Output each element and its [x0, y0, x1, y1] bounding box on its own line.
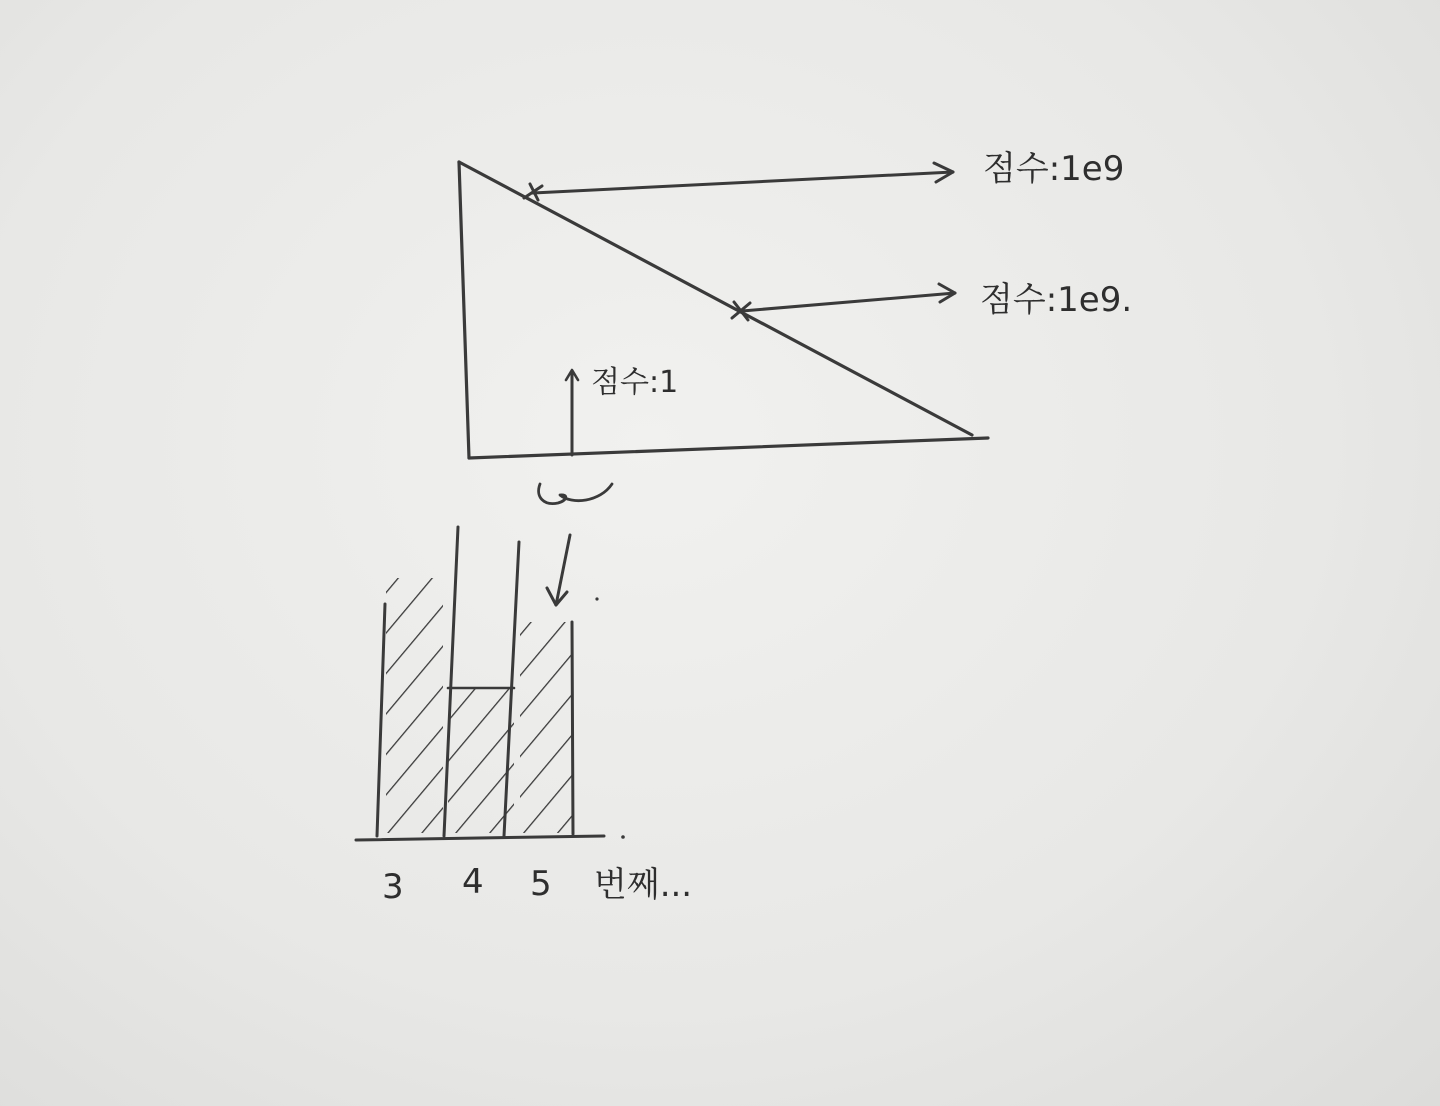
baseline-dot — [621, 835, 625, 839]
triangle — [459, 162, 988, 458]
column-line-4 — [572, 622, 573, 834]
arrow-top — [524, 163, 953, 200]
arrow-mid-line — [742, 293, 955, 311]
label-score-mid: 점수:1e9. — [980, 280, 1133, 320]
arrow-mid — [732, 284, 955, 320]
bar-index-5: 5 — [530, 864, 552, 904]
arrow-up-small — [566, 370, 578, 455]
stray-dot — [595, 597, 598, 600]
bar-5-fill — [520, 622, 572, 833]
bar-columns — [356, 527, 625, 840]
column-line-1 — [377, 604, 385, 836]
bar-index-4: 4 — [462, 862, 484, 902]
bar-3-fill — [386, 578, 443, 833]
arrow-top-line — [533, 172, 953, 193]
triangle-left-edge — [459, 162, 469, 458]
bar-index-3: 3 — [382, 867, 404, 907]
squiggle-mark — [539, 484, 612, 504]
squiggle-arrow — [539, 484, 612, 605]
triangle-base — [469, 438, 988, 458]
bar-index-suffix: 번째... — [594, 865, 693, 905]
label-score-top: 점수:1e9 — [983, 149, 1125, 189]
label-score-bottom: 점수:1 — [591, 365, 679, 400]
bar-baseline — [356, 836, 604, 840]
